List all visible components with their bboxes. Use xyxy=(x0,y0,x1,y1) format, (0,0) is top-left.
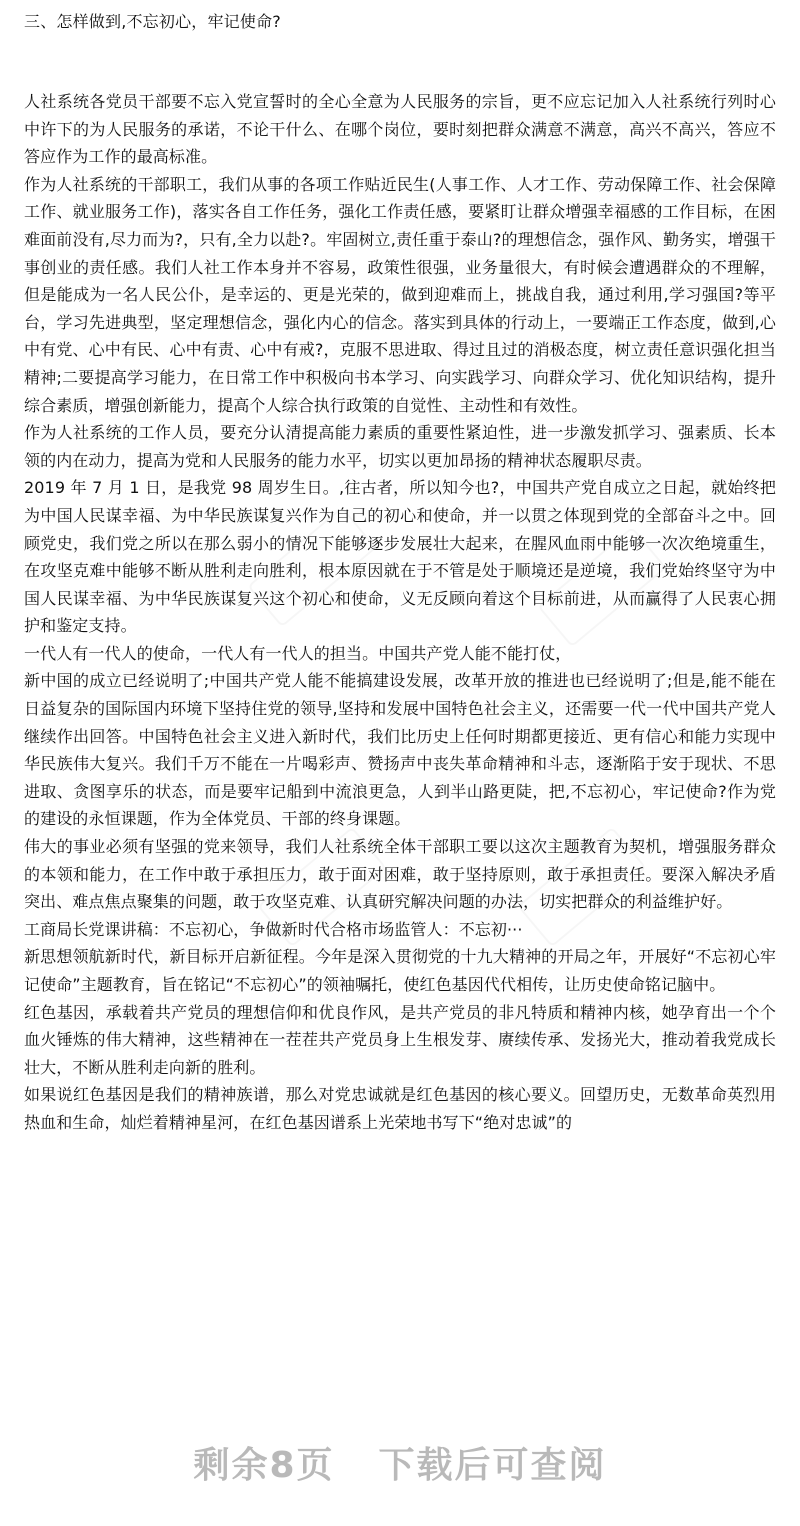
paragraph: 新中国的成立已经说明了;中国共产党人能不能搞建设发展，改革开放的推进也已经说明了;但是,能不能在日益复杂的国际国内环境下坚持住党的领导,坚持和发展中国特色社会主义，还需要一代一代中国共产党人继续作出回答。中国特色社会主义进入新时代，我们比历史上任何时期都更接近、更有信心和能力实现中华民族伟大复兴。我们千万不能在一片喝彩声、赞扬声中丧失革命精神和斗志，逐渐陷于安于现状、不思进取、贪图享乐的状态，而是要牢记船到中流浪更急，人到半山路更陡，把,不忘初心，牢记使命?作为党的建设的永恒课题，作为全体党员、干部的终身课题。 xyxy=(24,671,776,829)
paragraph: 作为人社系统的工作人员，要充分认清提高能力素质的重要性紧迫性，进一步激发抓学习、强素质、长本领的内在动力，提高为党和人民服务的能力水平，切实以更加昂扬的精神状态履职尽责。 xyxy=(24,423,776,470)
paragraph: 工商局长党课讲稿：不忘初心，争做新时代合格市场监管人：不忘初··· xyxy=(24,919,523,939)
paragraph: 作为人社系统的干部职工，我们从事的各项工作贴近民生(人事工作、人才工作、劳动保障工作、社会保障工作、就业服务工作)，落实各自工作任务，强化工作责任感，要紧盯让群众增强幸福感的工作目标，在困难面前没有,尽力而为?，只有,全力以赴?。牢固树立,责任重于泰山?的理想信念，强作风、勤务实，增强干事创业的责任感。我们人社工作本身并不容易，政策性很强，业务量很大，有时候会遭遇群众的不理解，但是能成为一名人民公仆，是幸运的、更是光荣的，做到迎难而上，挑战自我，通过利用,学习强国?等平台，学习先进典型，坚定理想信念，强化内心的信念。落实到具体的行动上，一要端正工作态度，做到,心中有党、心中有民、心中有责、心中有戒?，克服不思进取、得过且过的消极态度，树立责任意识强化担当精神;二要提高学习能力，在日常工作中积极向书本学习、向实践学习、向群众学习、优化知识结构，提升综合素质，增强创新能力，提高个人综合执行政策的自觉性、主动性和有效性。 xyxy=(24,174,776,415)
paragraph: 人社系统各党员干部要不忘入党宣誓时的全心全意为人民服务的宗旨，更不应忘记加入人社系统行列时心中许下的为人民服务的承诺，不论干什么、在哪个岗位，要时刻把群众满意不满意，高兴不高兴，答应不答应作为工作的最高标准。 xyxy=(24,92,776,167)
document-body xyxy=(24,88,776,1137)
paragraph: 新思想领航新时代，新目标开启新征程。今年是深入贯彻党的十九大精神的开局之年，开展好“不忘初心牢记使命”主题教育，旨在铭记“不忘初心”的领袖嘱托，使红色基因代代相传，让历史使命铭记脑中。 xyxy=(24,947,776,994)
download-prompt[interactable] xyxy=(0,1442,800,1490)
paragraph: 伟大的事业必须有坚强的党来领导，我们人社系统全体干部职工要以这次主题教育为契机，增强服务群众的本领和能力，在工作中敢于承担压力，敢于面对困难，敢于坚持原则，敢于承担责任。要深入解决矛盾突出、难点焦点聚集的问题，敢于攻坚克难、认真研究解决问题的办法，切实把群众的利益维护好。 xyxy=(24,837,776,912)
paragraph: 2019 年 7 月 1 日，是我党 98 周岁生日。,往古者，所以知今也?，中国共产党自成立之日起，就始终把为中国人民谋幸福、为中华民族谋复兴作为自己的初心和使命，并一以贯之体现到党的全部奋斗之中。回顾党史，我们党之所以在那么弱小的情况下能够逐步发展壮大起来，在腥风血雨中能够一次次绝境重生，在攻坚克难中能够不断从胜利走向胜利，根本原因就在于不管是处于顺境还是逆境，我们党始终坚守为中国人民谋幸福、为中华民族谋复兴这个初心和使命，义无反顾向着这个目标前进，从而赢得了人民衷心拥护和鉴定支持。 xyxy=(24,478,776,636)
remaining-pages-label[interactable]: 剩余8页 xyxy=(193,1445,335,1486)
download-footer[interactable] xyxy=(0,1418,800,1526)
paragraph: 一代人有一代人的使命，一代人有一代人的担当。中国共产党人能不能打仗， xyxy=(24,643,572,663)
download-to-view-label[interactable]: 下载后可查阅 xyxy=(378,1445,607,1486)
section-heading: 三、怎样做到,不忘初心，牢记使命? xyxy=(24,12,281,31)
paragraph: 红色基因，承载着共产党员的理想信仰和优良作风，是共产党员的非凡特质和精神内核，她孕育出一个个血火锤炼的伟大精神，这些精神在一茬茬共产党员身上生根发芽、赓续传承、发扬光大，推动着我党成长壮大，不断从胜利走向新的胜利。 xyxy=(24,1002,776,1077)
paragraph: 如果说红色基因是我们的精神族谱，那么对党忠诚就是红色基因的核心要义。回望历史，无数革命英烈用热血和生命，灿烂着精神星河，在红色基因谱系上光荣地书写下“绝对忠诚”的 xyxy=(24,1085,776,1132)
